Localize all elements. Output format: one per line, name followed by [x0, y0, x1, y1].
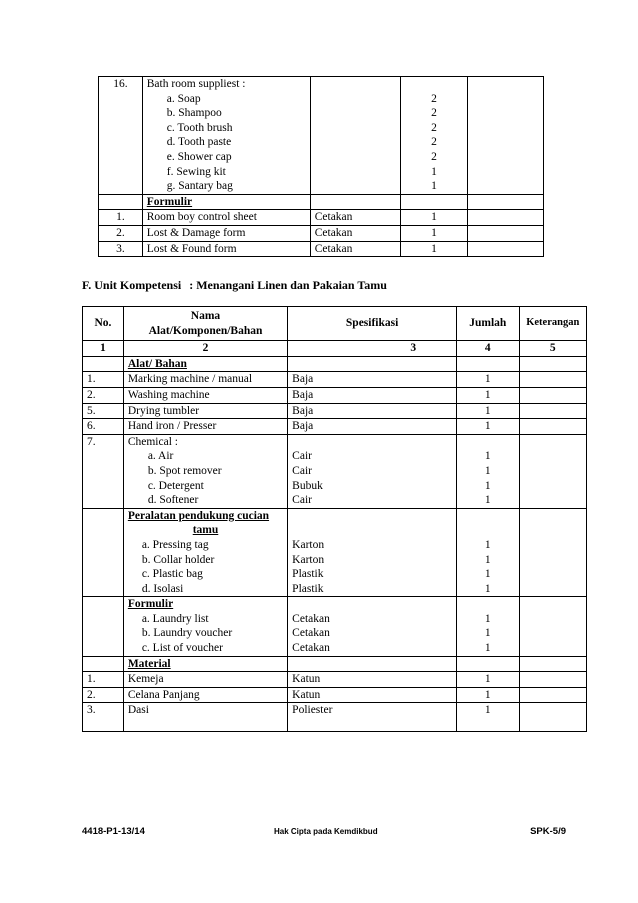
header-jumlah: Jumlah — [457, 307, 519, 341]
page-number: SPK-5/9 — [530, 826, 566, 837]
list-item: e. Shower cap — [166, 150, 232, 163]
list-item: c. List of voucher — [141, 642, 223, 655]
qty-value: 2 — [431, 107, 437, 120]
list-item: c. Tooth brush — [166, 121, 233, 134]
table-row: 3. Dasi Poliester 1 — [83, 703, 587, 732]
list-item: b. Collar holder — [141, 553, 215, 566]
linen-equipment-table — [82, 306, 587, 732]
section-heading: Formulir — [146, 195, 193, 208]
list-item: d. Tooth paste — [166, 136, 232, 149]
section-heading: tamu — [192, 524, 219, 537]
table-row — [83, 356, 587, 372]
qty-value: 2 — [431, 136, 437, 149]
row-number: 3. — [99, 241, 143, 257]
bath-supplies-table — [98, 76, 544, 257]
item-title: Bath room suppliest : — [146, 78, 246, 90]
section-name: : Menangani Linen dan Pakaian Tamu — [189, 278, 387, 292]
spec-cell: Cetakan — [310, 210, 401, 226]
table-row: 6. Hand iron / Presser Baja 1 — [83, 419, 587, 435]
table-row: 1. Marking machine / manual Baja 1 — [83, 372, 587, 388]
qty-cell — [401, 77, 467, 195]
spec-cell — [310, 77, 401, 195]
section-heading: Alat/ Bahan — [127, 357, 187, 370]
header-nama: Nama Alat/Komponen/Bahan — [123, 307, 287, 341]
list-item: g. Santary bag — [166, 180, 233, 193]
table-row: Peralatan pendukung cucian tamu a. Pressing tag b. Collar holder c. Plastic bag d. Isolasi Karton Karton Plastik Plastik 1 1 1 1 — [83, 508, 587, 597]
note-cell — [467, 77, 543, 195]
header-no: No. — [83, 307, 124, 341]
document-code: 4418-P1-13/14 — [82, 826, 145, 837]
list-item: b. Laundry voucher — [141, 627, 233, 640]
section-title — [82, 278, 387, 293]
table-row — [99, 77, 544, 195]
table-row — [99, 210, 544, 226]
row-number: 16. — [99, 77, 143, 195]
item-cell: Lost & Found form — [142, 241, 310, 257]
table-row: 7. Chemical : a. Air b. Spot remover c. Detergent d. Softener Cair Cair Bubuk Cair 1 1 1 1 — [83, 434, 587, 508]
row-number: 1. — [99, 210, 143, 226]
qty-cell: 1 — [401, 241, 467, 257]
header-keterangan: Keterangan — [519, 307, 587, 341]
table-row — [99, 225, 544, 241]
list-item: a. Laundry list — [141, 612, 209, 625]
list-item: b. Spot remover — [147, 464, 222, 477]
table-row — [83, 656, 587, 672]
list-item: d. Softener — [147, 494, 199, 507]
qty-value: 2 — [431, 92, 437, 105]
list-item: d. Isolasi — [141, 582, 184, 595]
table-row: 5. Drying tumbler Baja 1 — [83, 403, 587, 419]
column-number-row: 1 2 3 4 5 — [83, 341, 587, 357]
table-row: 2. Washing machine Baja 1 — [83, 387, 587, 403]
qty-cell: 1 — [401, 210, 467, 226]
copyright-text: Hak Cipta pada Kemdikbud — [274, 827, 378, 836]
table-row — [99, 241, 544, 257]
header-spesifikasi: Spesifikasi — [288, 307, 457, 341]
list-item: c. Detergent — [147, 479, 204, 492]
spec-cell: Cetakan — [310, 225, 401, 241]
qty-value: 2 — [431, 150, 437, 163]
section-heading: Formulir — [127, 598, 174, 611]
item-cell — [142, 77, 310, 195]
item-cell: Lost & Damage form — [142, 225, 310, 241]
list-item: a. Soap — [166, 92, 201, 105]
qty-value: 1 — [431, 180, 437, 193]
item-cell: Room boy control sheet — [142, 210, 310, 226]
qty-value: 2 — [431, 121, 437, 134]
section-heading: Material — [127, 657, 171, 670]
list-item: a. Pressing tag — [141, 538, 209, 551]
list-item: f. Sewing kit — [166, 165, 226, 178]
qty-cell: 1 — [401, 225, 467, 241]
list-item: b. Shampoo — [166, 107, 222, 120]
header-row — [83, 307, 587, 341]
section-label: F. Unit Kompetensi — [82, 278, 182, 292]
qty-value: 1 — [431, 165, 437, 178]
list-item: a. Air — [147, 450, 174, 463]
row-number: 2. — [99, 225, 143, 241]
table-row: 1. Kemeja Katun 1 — [83, 672, 587, 688]
section-heading: Peralatan pendukung cucian — [127, 509, 270, 522]
table-row — [99, 194, 544, 210]
table-row: Formulir a. Laundry list b. Laundry voucher c. List of voucher Cetakan Cetakan Cetakan 1 1 1 — [83, 597, 587, 656]
spec-cell: Cetakan — [310, 241, 401, 257]
table-row: 2. Celana Panjang Katun 1 — [83, 687, 587, 703]
list-item: c. Plastic bag — [141, 568, 203, 581]
